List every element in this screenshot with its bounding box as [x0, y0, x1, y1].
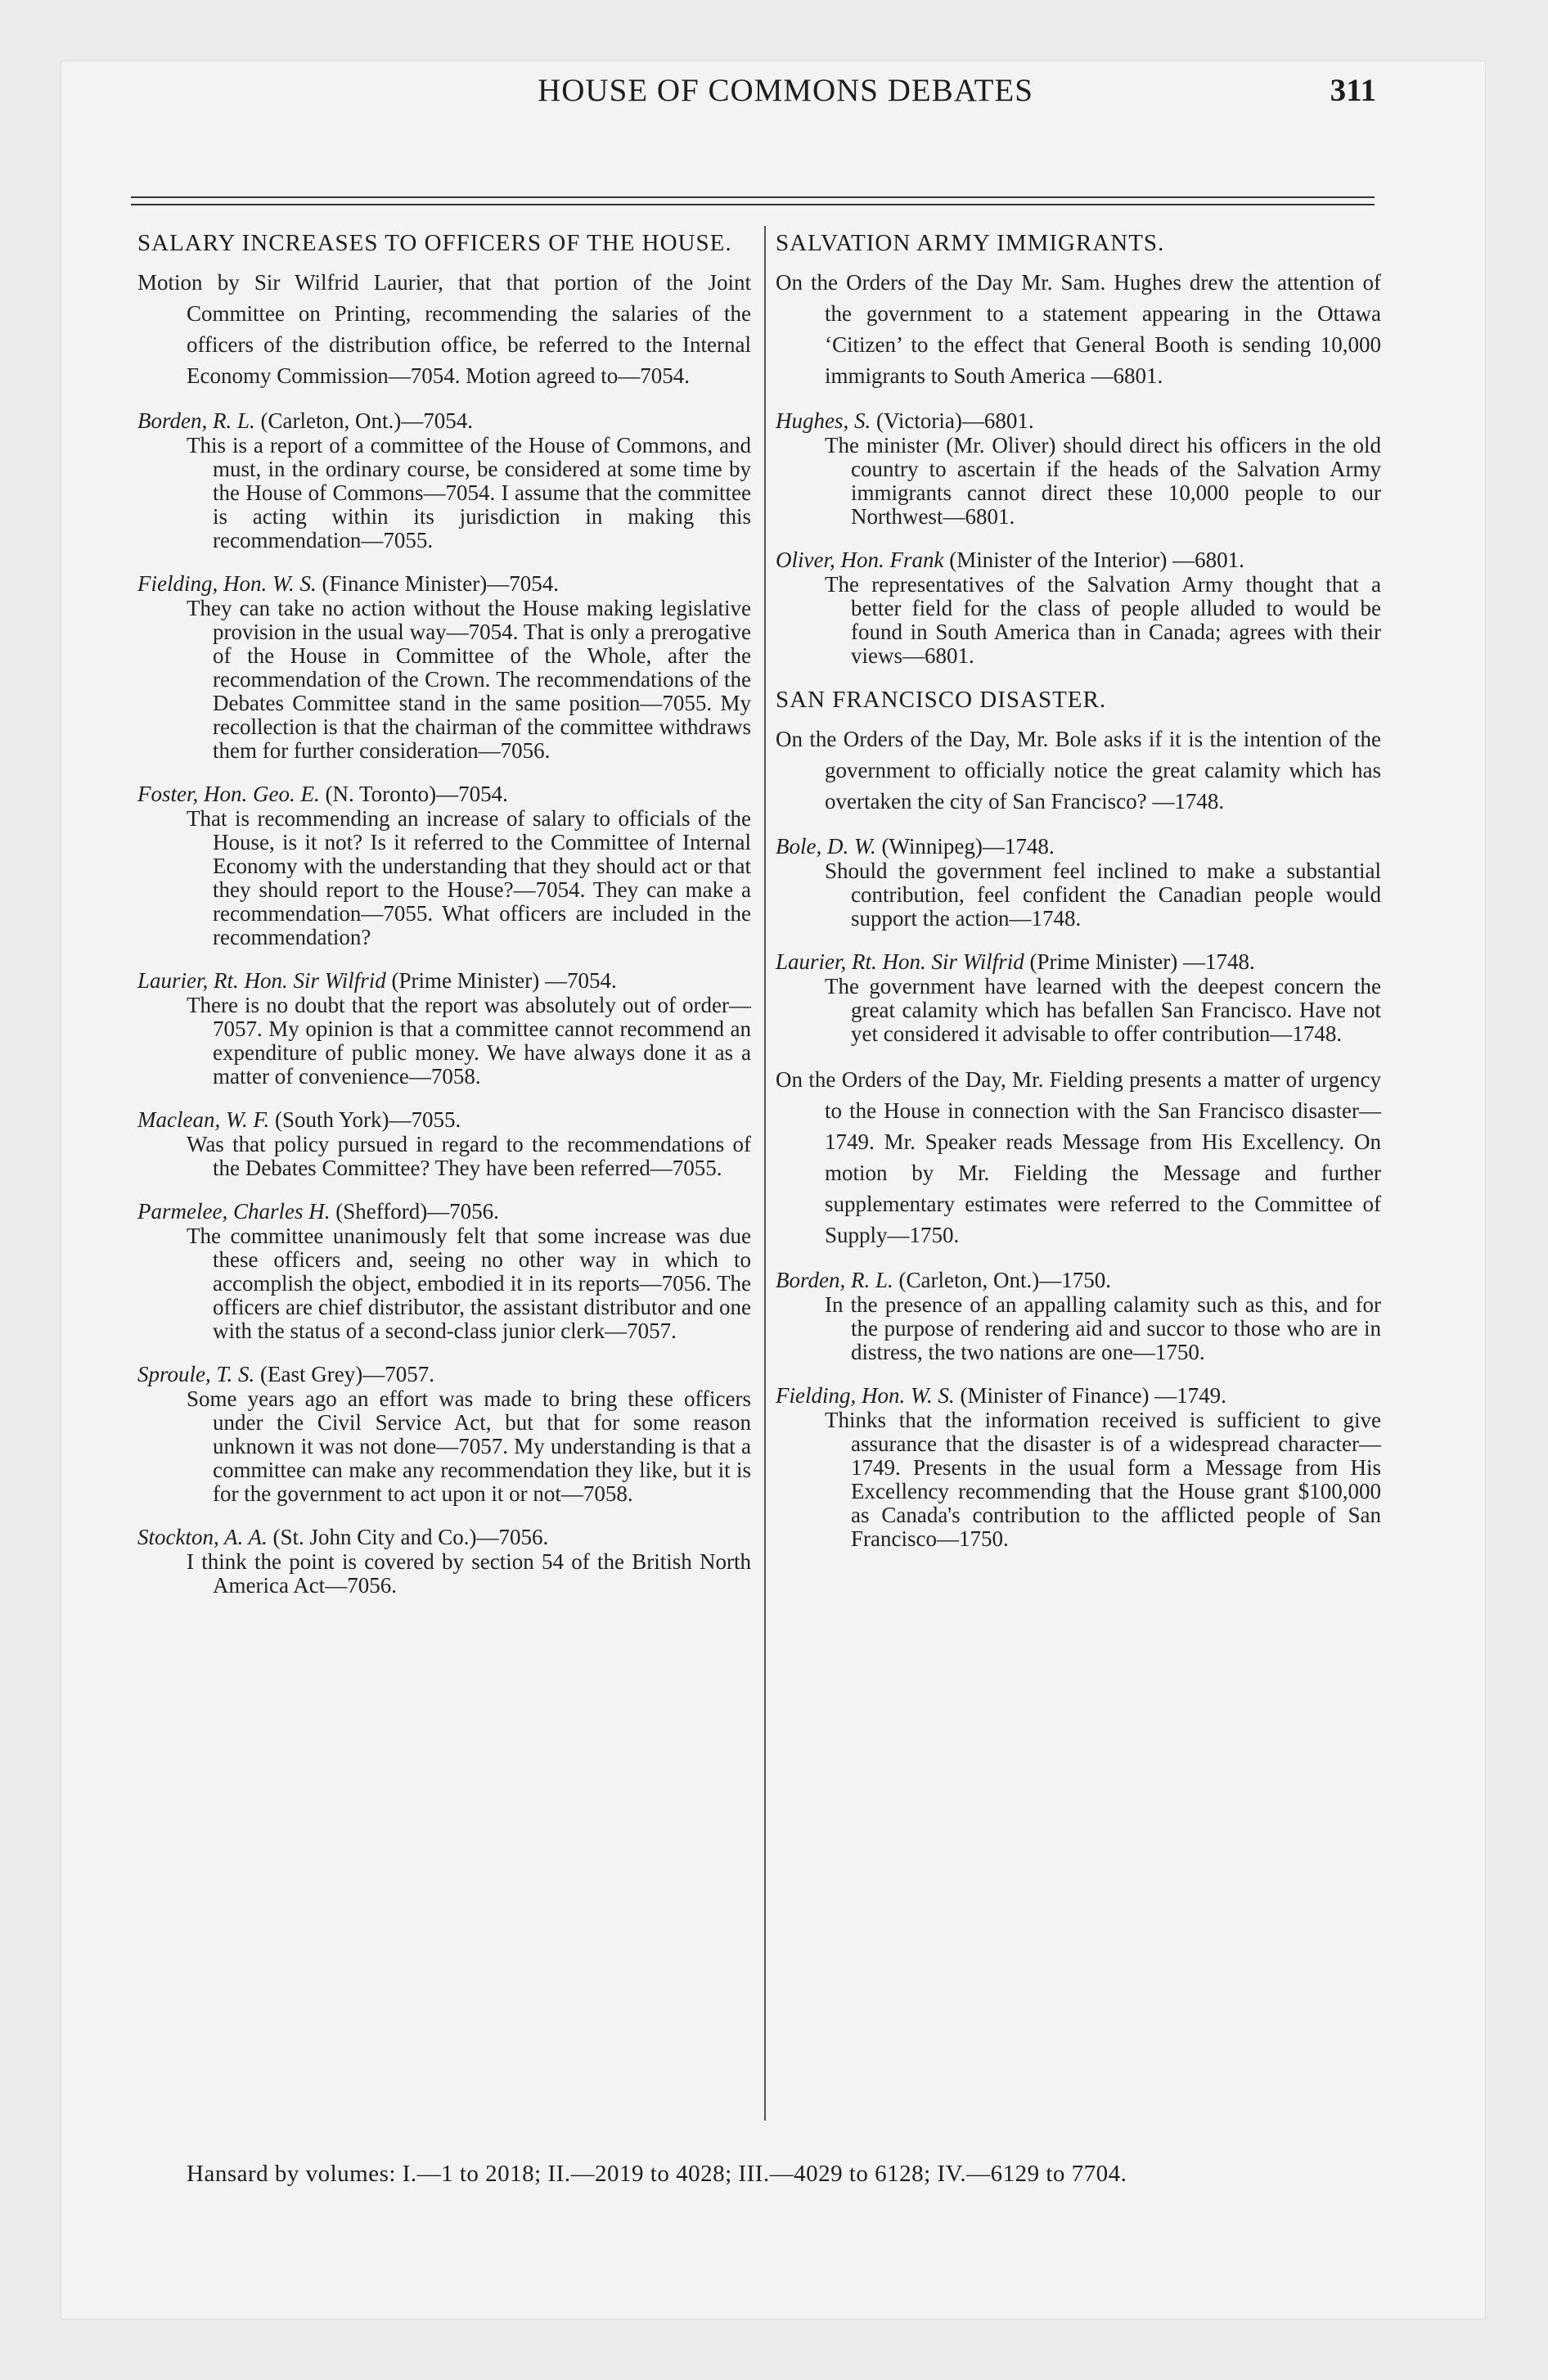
speaker-name: Sproule, T. S.: [137, 1362, 255, 1386]
speaker-name: Laurier, Rt. Hon. Sir Wilfrid: [137, 968, 386, 993]
right-column: [776, 229, 1381, 1569]
speaker-entry: [137, 570, 751, 597]
speaker-detail: (Carleton, Ont.)—7054.: [260, 408, 473, 433]
motion-text: On the Orders of the Day, Mr. Fielding presents a matter of urgency to the House in connection with the San Francisco disaster—1749. Mr. Speaker reads Message from His Excellency. On motion by Mr. Fielding the Message and further supplementary estimates were referred to the Committee of Supply—1750.: [776, 1067, 1381, 1247]
speaker-entry: [776, 408, 1381, 434]
header-rule: [131, 196, 1375, 205]
section-title-salary-increases: SALARY INCREASES TO OFFICERS OF THE HOUSE.: [137, 230, 732, 256]
section-title-san-francisco: SAN FRANCISCO DISASTER.: [776, 687, 1107, 713]
motion-text: Motion by Sir Wilfrid Laurier, that that portion of the Joint Committee on Printing, recommending the salaries of the officers of the distribution office, be referred to the Internal Economy Commission—7054. Motion agreed to—7054.: [137, 270, 751, 388]
speaker-entry: [776, 833, 1381, 859]
speaker-name: Foster, Hon. Geo. E.: [137, 782, 320, 806]
speaker-detail: (Shefford)—7056.: [335, 1199, 499, 1224]
column-divider: [764, 226, 766, 2121]
speaker-entry: [776, 949, 1381, 975]
speaker-remark: They can take no action without the House making legislative provision in the usual way—7054. That is only a prerogative of the House in Committee of the Whole, after the recommendation of the Crown. The recommendations of the Debates Committee stand in the same position—7055. My recollection is that the chairman of the committee withdraws them for further consideration—7056.: [187, 596, 751, 763]
speaker-detail: (Prime Minister) —1748.: [1029, 949, 1255, 974]
speaker-detail: (Winnipeg)—1748.: [881, 834, 1055, 859]
volume-footer: Hansard by volumes: I.—1 to 2018; II.—2019 to 4028; III.—4029 to 6128; IV.—6129 to 7704.: [187, 2161, 1127, 2187]
speaker-entry: [137, 1361, 751, 1387]
speaker-name: Hughes, S.: [776, 408, 871, 433]
speaker-remark: Should the government feel inclined to make a substantial contribution, feel confident the Canadian people would support the action—1748.: [825, 859, 1381, 931]
speaker-entry: [776, 1382, 1381, 1409]
speaker-detail: (Carleton, Ont.)—1750.: [898, 1268, 1111, 1292]
speaker-remark: Some years ago an effort was made to bring these officers under the Civil Service Act, but that for some reason unknown it was not done—7057. My understanding is that a committee can make any recommendation they like, but it is for the government to act upon it or not—7058.: [187, 1386, 751, 1506]
speaker-remark: The minister (Mr. Oliver) should direct his officers in the old country to ascertain if the heads of the Salvation Army immigrants cannot direct these 10,000 people to our Northwest—6801.: [825, 433, 1381, 529]
speaker-remark: This is a report of a committee of the House of Commons, and must, in the ordinary course, be considered at some time by the House of Commons—7054. I assume that the committee is acting within its jurisdiction in making this recommendation—7055.: [187, 433, 751, 552]
speaker-remark: The government have learned with the deepest concern the great calamity which has befallen San Francisco. Have not yet considered it advisable to offer contribution—1748.: [825, 974, 1381, 1046]
speaker-entry: [137, 1198, 751, 1224]
speaker-name: Borden, R. L.: [137, 408, 255, 433]
speaker-detail: (St. John City and Co.)—7056.: [272, 1525, 549, 1549]
section-title-salvation-army: SALVATION ARMY IMMIGRANTS.: [776, 230, 1165, 256]
running-head: HOUSE OF COMMONS DEBATES: [538, 73, 1033, 108]
speaker-remark: Was that policy pursued in regard to the recommendations of the Debates Committee? They have been referred—7055.: [187, 1132, 751, 1180]
speaker-entry: [137, 1107, 751, 1133]
speaker-entry: [137, 1524, 751, 1550]
speaker-entry: [776, 547, 1381, 573]
speaker-entry: [776, 1267, 1381, 1293]
speaker-detail: (N. Toronto)—7054.: [325, 782, 508, 806]
speaker-name: Borden, R. L.: [776, 1268, 893, 1292]
speaker-remark: I think the point is covered by section 54 of the British North America Act—7056.: [187, 1549, 751, 1598]
speaker-remark: That is recommending an increase of salary to officials of the House, is it not? Is it referred to the Committee of Internal Economy with the understanding that they should act or that they should report to the House?—7054. They can make a recommendation—7055. What officers are included in the recommendation?: [187, 806, 751, 949]
speaker-detail: (Victoria)—6801.: [876, 408, 1034, 433]
speaker-name: Maclean, W. F.: [137, 1107, 270, 1132]
speaker-remark: The committee unanimously felt that some increase was due these officers and, seeing no other way in which to accomplish the object, embodied it in its reports—7056. The officers are chief distributor, the assistant distributor and one with the status of a second-class junior clerk—7057.: [187, 1224, 751, 1343]
speaker-entry: [137, 967, 751, 994]
speaker-detail: (Prime Minister) —7054.: [391, 968, 617, 993]
speaker-name: Laurier, Rt. Hon. Sir Wilfrid: [776, 949, 1024, 974]
speaker-entry: [137, 408, 751, 434]
page-number: 311: [1330, 73, 1376, 108]
speaker-remark: Thinks that the information received is sufficient to give assurance that the disaster is of a widespread character—1749. Presents in the usual form a Message from His Excellency recommending that the House grant $100,000 as Canada's contribution to the afflicted people of San Francisco—1750.: [825, 1408, 1381, 1551]
speaker-detail: (East Grey)—7057.: [260, 1362, 434, 1386]
speaker-remark: The representatives of the Salvation Army thought that a better field for the class of people alluded to would be found in South America than in Canada; agrees with their views—6801.: [825, 572, 1381, 668]
motion-text: On the Orders of the Day, Mr. Bole asks if it is the intention of the government to officially notice the great calamity which has overtaken the city of San Francisco? —1748.: [776, 727, 1381, 814]
left-column: [137, 229, 751, 1616]
speaker-detail: (South York)—7055.: [275, 1107, 461, 1132]
motion-text: On the Orders of the Day Mr. Sam. Hughes drew the attention of the government to a statement appearing in the Ottawa ‘Citizen’ to the effect that General Booth is sending 10,000 immigrants to South America —6801.: [776, 270, 1381, 388]
speaker-name: Fielding, Hon. W. S.: [137, 571, 317, 596]
speaker-entry: [137, 781, 751, 807]
speaker-name: Fielding, Hon. W. S.: [776, 1383, 955, 1408]
speaker-name: Bole, D. W.: [776, 834, 876, 859]
speaker-remark: In the presence of an appalling calamity such as this, and for the purpose of rendering aid and succor to those who are in distress, the two nations are one—1750.: [825, 1292, 1381, 1364]
speaker-detail: (Finance Minister)—7054.: [322, 571, 559, 596]
speaker-detail: (Minister of Finance) —1749.: [960, 1383, 1226, 1408]
speaker-name: Parmelee, Charles H.: [137, 1199, 331, 1224]
speaker-detail: (Minister of the Interior) —6801.: [949, 548, 1244, 572]
speaker-remark: There is no doubt that the report was absolutely out of order—7057. My opinion is that a committee cannot recommend an expenditure of public money. We have always done it as a matter of convenience—7058.: [187, 993, 751, 1089]
speaker-name: Stockton, A. A.: [137, 1525, 268, 1549]
speaker-name: Oliver, Hon. Frank: [776, 548, 944, 572]
